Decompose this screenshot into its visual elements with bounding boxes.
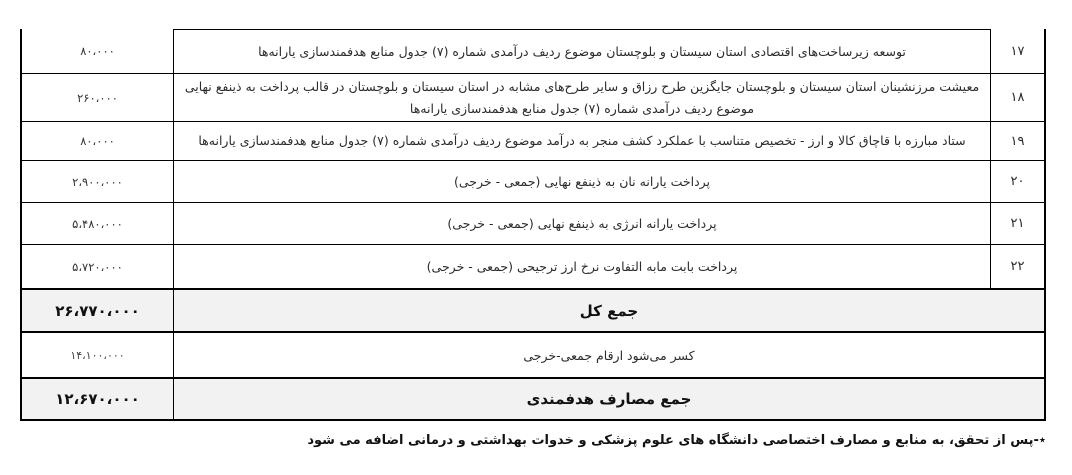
net-total-row [22, 379, 1044, 421]
row-amount: ۵،۴۸۰،۰۰۰ [72, 216, 123, 231]
deduction-label: کسر می‌شود ارقام جمعی-خرجی [173, 333, 1044, 377]
row-description: ستاد مبارزه با قاچاق کالا و ارز - تخصیص متناسب با عملکرد کشف منجر به درآمد موضوع ردیف درآمدی شماره (۷) جدول منابع هدفمندسازی یارانه‌ها [173, 122, 991, 160]
net-total-amount: ۱۲،۶۷۰،۰۰۰ [22, 379, 173, 419]
row-description: پرداخت یارانه انرژی به ذینفع نهایی (جمعی - خرجی) [173, 203, 991, 244]
table-row [22, 29, 1044, 74]
total-label: جمع کل [173, 290, 1044, 331]
subsidy-uses-table [20, 29, 1046, 421]
table-row [22, 203, 1044, 245]
row-number: ۱۸ [1010, 90, 1025, 105]
footnote: ٭-پس از تحقق، به منابع و مصارف اختصاصی دانشگاه های علوم پزشکی و خدوات بهداشتی و درمانی اضافه می شود [307, 433, 1046, 448]
total-row [22, 290, 1044, 333]
row-number: ۲۲ [1010, 259, 1025, 274]
deduction-amount: ۱۴،۱۰۰،۰۰۰ [70, 348, 125, 362]
row-amount: ۵،۷۲۰،۰۰۰ [72, 259, 123, 274]
row-amount: ۲،۹۰۰،۰۰۰ [72, 174, 123, 189]
table-row [22, 122, 1044, 161]
table-row [22, 245, 1044, 290]
row-description: معیشت مرزنشینان استان سیستان و بلوچستان جایگزین طرح رزاق و سایر طرح‌های مشابه در استان سیستان و بلوچستان در قالب پرداخت به ذینفع نهایی موضوع ردیف درآمدی شماره (۷) جدول منابع هدفمندسازی یارانه‌ها [173, 74, 991, 121]
row-amount: ۸۰،۰۰۰ [80, 44, 115, 58]
row-number: ۲۱ [1010, 216, 1025, 231]
table-row [22, 74, 1044, 122]
row-number: ۱۹ [1010, 133, 1025, 149]
row-description: پرداخت بابت مابه التفاوت نرخ ارز ترجیحی (جمعی - خرجی) [173, 245, 991, 288]
row-description: توسعه زیرساخت‌های اقتصادی استان سیستان و بلوچستان موضوع ردیف درآمدی شماره (۷) جدول منابع هدفمندسازی یارانه‌ها [173, 29, 991, 73]
net-total-label: جمع مصارف هدفمندی [173, 379, 1044, 419]
table-row [22, 161, 1044, 203]
row-number: ۱۷ [1010, 43, 1025, 59]
deduction-row [22, 333, 1044, 379]
row-amount: ۸۰،۰۰۰ [80, 134, 115, 148]
row-description: پرداخت یارانه نان به ذینفع نهایی (جمعی - خرجی) [173, 161, 991, 202]
row-amount: ۲۶۰،۰۰۰ [77, 90, 118, 105]
row-number: ۲۰ [1010, 174, 1025, 189]
total-amount: ۲۶،۷۷۰،۰۰۰ [22, 290, 173, 331]
